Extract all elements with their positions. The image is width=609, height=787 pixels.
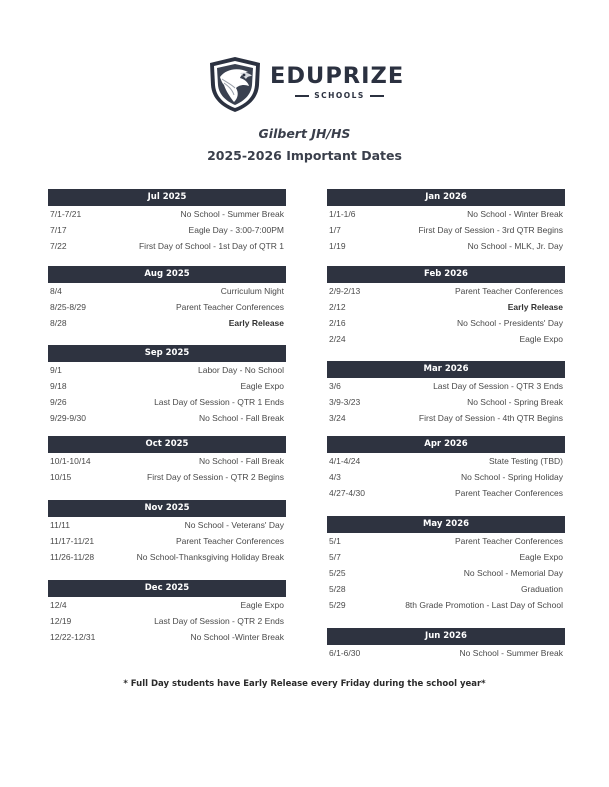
event-label: Labor Day - No School (198, 365, 284, 375)
month-header: Jun 2026 (327, 628, 565, 645)
event-label: Early Release (507, 302, 563, 312)
date-row (48, 299, 286, 315)
date-row (48, 613, 286, 629)
event-label: State Testing (TBD) (488, 456, 563, 466)
brand-subtitle (270, 91, 409, 100)
date-row (327, 238, 565, 254)
date-label: 5/1 (329, 536, 341, 546)
date-row (48, 469, 286, 485)
month-header: Aug 2025 (48, 266, 286, 283)
event-label: No School - Fall Break (198, 456, 284, 466)
month-block (48, 500, 286, 565)
date-row (48, 533, 286, 549)
brand-name: EDUPRIZE (270, 63, 405, 89)
date-label: 7/17 (50, 225, 67, 235)
month-header: Nov 2025 (48, 500, 286, 517)
event-label: Parent Teacher Conferences (454, 488, 563, 498)
event-label: Graduation (520, 584, 563, 594)
event-label: Parent Teacher Conferences (175, 536, 284, 546)
date-label: 11/26-11/28 (50, 552, 95, 562)
date-row (327, 485, 565, 501)
event-label: Parent Teacher Conferences (175, 302, 284, 312)
date-label: 11/11 (50, 520, 71, 530)
event-label: 8th Grade Promotion - Last Day of School (405, 600, 563, 610)
date-row (48, 453, 286, 469)
date-row (327, 565, 565, 581)
eagle-shield-icon (206, 55, 264, 113)
eduprize-logo (206, 55, 416, 113)
event-label: No School - Spring Holiday (460, 472, 563, 482)
date-label: 9/1 (50, 365, 62, 375)
date-row (327, 283, 565, 299)
month-header: Oct 2025 (48, 436, 286, 453)
event-label: Eagle Expo (519, 552, 563, 562)
event-label: First Day of Session - QTR 2 Begins (147, 472, 284, 482)
month-block (48, 345, 286, 426)
date-row (327, 645, 565, 661)
event-label: No School - Veterans' Day (184, 520, 284, 530)
date-label: 7/1-7/21 (50, 209, 82, 219)
event-label: Parent Teacher Conferences (454, 536, 563, 546)
month-block (48, 580, 286, 645)
date-label: 4/27-4/30 (329, 488, 365, 498)
date-label: 5/29 (329, 600, 346, 610)
date-label: 2/12 (329, 302, 346, 312)
date-row (327, 378, 565, 394)
date-row (48, 378, 286, 394)
event-label: No School-Thanksgiving Holiday Break (136, 552, 284, 562)
date-label: 2/9-2/13 (329, 286, 361, 296)
month-block (327, 516, 565, 613)
month-block (48, 189, 286, 254)
date-label: 9/26 (50, 397, 67, 407)
date-label: 3/6 (329, 381, 341, 391)
event-label: Eagle Expo (519, 334, 563, 344)
event-label: No School - Fall Break (198, 413, 284, 423)
brand-subtitle-text: SCHOOLS (314, 91, 365, 100)
date-label: 9/18 (50, 381, 67, 391)
date-label: 8/25-8/29 (50, 302, 86, 312)
date-row (327, 206, 565, 222)
date-row (327, 222, 565, 238)
event-label: Last Day of Session - QTR 2 Ends (154, 616, 284, 626)
date-label: 12/19 (50, 616, 72, 626)
date-row (48, 283, 286, 299)
date-label: 10/15 (50, 472, 72, 482)
date-label: 1/19 (329, 241, 346, 251)
month-header: Dec 2025 (48, 580, 286, 597)
event-label: Eagle Expo (240, 381, 284, 391)
date-row (327, 410, 565, 426)
date-label: 8/28 (50, 318, 67, 328)
event-label: First Day of School - 1st Day of QTR 1 (138, 241, 284, 251)
event-label: Parent Teacher Conferences (454, 286, 563, 296)
month-block (327, 361, 565, 426)
date-label: 5/25 (329, 568, 346, 578)
month-header: Jan 2026 (327, 189, 565, 206)
event-label: No School -Winter Break (190, 632, 284, 642)
footnote: * Full Day students have Early Release every Friday during the school year* (123, 679, 486, 689)
month-header: Mar 2026 (327, 361, 565, 378)
event-label: No School - Spring Break (467, 397, 563, 407)
school-name: Gilbert JH/HS (258, 126, 351, 141)
month-header: Jul 2025 (48, 189, 286, 206)
date-label: 10/1-10/14 (50, 456, 91, 466)
date-label: 1/7 (329, 225, 341, 235)
date-label: 9/29-9/30 (50, 413, 86, 423)
date-label: 8/4 (50, 286, 62, 296)
month-header: Feb 2026 (327, 266, 565, 283)
date-row (48, 549, 286, 565)
date-row (48, 222, 286, 238)
event-label: No School - Memorial Day (463, 568, 563, 578)
date-row (48, 362, 286, 378)
page-title: 2025-2026 Important Dates (207, 148, 402, 163)
date-row (48, 629, 286, 645)
date-label: 3/9-3/23 (329, 397, 361, 407)
date-label: 11/17-11/21 (50, 536, 95, 546)
date-label: 5/7 (329, 552, 341, 562)
event-label: Eagle Day - 3:00-7:00PM (188, 225, 284, 235)
month-block (327, 628, 565, 661)
date-row (327, 597, 565, 613)
date-row (327, 299, 565, 315)
month-block (327, 436, 565, 501)
date-label: 3/24 (329, 413, 346, 423)
date-row (327, 331, 565, 347)
date-row (48, 238, 286, 254)
date-label: 2/24 (329, 334, 346, 344)
date-label: 1/1-1/6 (329, 209, 356, 219)
date-label: 4/3 (329, 472, 341, 482)
date-row (48, 597, 286, 613)
date-row (327, 581, 565, 597)
date-label: 5/28 (329, 584, 346, 594)
date-row (48, 410, 286, 426)
date-row (48, 206, 286, 222)
month-block (48, 266, 286, 331)
month-block (327, 189, 565, 254)
month-block (327, 266, 565, 347)
event-label: Last Day of Session - QTR 3 Ends (433, 381, 563, 391)
date-label: 12/22-12/31 (50, 632, 96, 642)
event-label: No School - Presidents' Day (456, 318, 563, 328)
month-header: Sep 2025 (48, 345, 286, 362)
date-label: 12/4 (50, 600, 67, 610)
date-row (327, 315, 565, 331)
event-label: No School - Summer Break (180, 209, 284, 219)
date-row (327, 549, 565, 565)
event-label: Eagle Expo (240, 600, 284, 610)
month-block (48, 436, 286, 485)
date-row (48, 315, 286, 331)
date-row (48, 517, 286, 533)
date-row (327, 469, 565, 485)
date-label: 2/16 (329, 318, 346, 328)
event-label: No School - MLK, Jr. Day (467, 241, 563, 251)
event-label: Curriculum Night (220, 286, 284, 296)
date-label: 7/22 (50, 241, 67, 251)
date-row (327, 453, 565, 469)
date-row (327, 533, 565, 549)
date-label: 4/1-4/24 (329, 456, 361, 466)
event-label: No School - Winter Break (467, 209, 563, 219)
event-label: First Day of Session - 3rd QTR Begins (418, 225, 563, 235)
event-label: First Day of Session - 4th QTR Begins (418, 413, 563, 423)
event-label: Early Release (228, 318, 284, 328)
date-label: 6/1-6/30 (329, 648, 361, 658)
event-label: No School - Summer Break (459, 648, 563, 658)
event-label: Last Day of Session - QTR 1 Ends (154, 397, 284, 407)
date-row (327, 394, 565, 410)
date-row (48, 394, 286, 410)
month-header: Apr 2026 (327, 436, 565, 453)
month-header: May 2026 (327, 516, 565, 533)
